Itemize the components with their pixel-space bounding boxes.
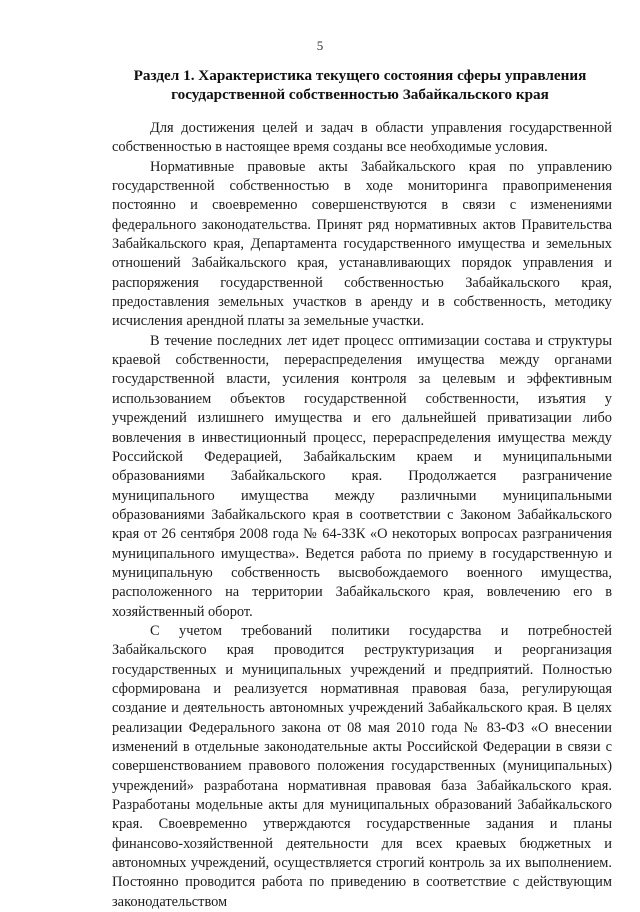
paragraph: Нормативные правовые акты Забайкальского края по управлению государственной собственностью в ходе мониторинга правоприменения постоянно и своевременно совершенствуются в связи с изменениями федерального законодательства. Принят ряд нормативных актов Правительства Забайкальского края, Департамента государственного имущества и земельных отношений Забайкальского края, устанавливающих порядок управления и распоряжения государственной собственностью Забайкальского края, предоставления земельных участков в аренду и в собственность, методику исчисления арендной платы за земельные участки. <box>112 158 612 330</box>
paragraph: В течение последних лет идет процесс оптимизации состава и структуры краевой собственности, перераспределения имущества между органами государственной власти, усиления контроля за целевым и эффективным использованием объектов государственной собственности, изъятия у учреждений излишнего имущества и его дальнейшей приватизации либо вовлечения в инвестиционный процесс, перераспределения имущества между Российской Федерацией, Забайкальским краем и муниципальными образованиями Забайкальского края. Продолжается разграничение муниципального имущества между различными муниципальными образованиями Забайкальского края в соответствии с Законом Забайкальского края от 26 сентября 2008 года № 64-ЗЗК «О некоторых вопросах разграничения муниципального имущества». Ведется работа по приему в государственную и муниципальную собственность высвобождаемого военного имущества, расположенного на территории Забайкальского края, вовлечению его в хозяйственный оборот. <box>112 332 612 620</box>
section-title: Раздел 1. Характеристика текущего состояния сферы управления государственной собственностью Забайкальского края <box>133 67 587 103</box>
paragraph: Для достижения целей и задач в области управления государственной собственностью в настоящее время созданы все необходимые условия. <box>112 120 612 156</box>
paragraph: С учетом требований политики государства и потребностей Забайкальского края проводится реструктуризация и реорганизация государственных и муниципальных учреждений и предприятий. Полностью сформирована и реализуется нормативная правовая база, регулирующая создание и деятельность автономных учреждений Забайкальского края. В целях реализации Федерального закона от 08 мая 2010 года № 83-ФЗ «О внесении изменений в отдельные законодательные акты Российской Федерации в связи с совершенствованием правового положения государственных (муниципальных) учреждений» разработана нормативная правовая база Забайкальского края. Разработаны модельные акты для муниципальных образований Забайкальского края. Своевременно утверждаются государственные задания и планы финансово-хозяйственной деятельности для всех краевых бюджетных и автономных учреждений, осуществляется строгий контроль за их выполнением. Постоянно проводится работа по приведению в соответствие с действующим законодательством <box>112 622 612 910</box>
page-number: 5 <box>316 38 324 53</box>
body-text <box>112 119 612 912</box>
